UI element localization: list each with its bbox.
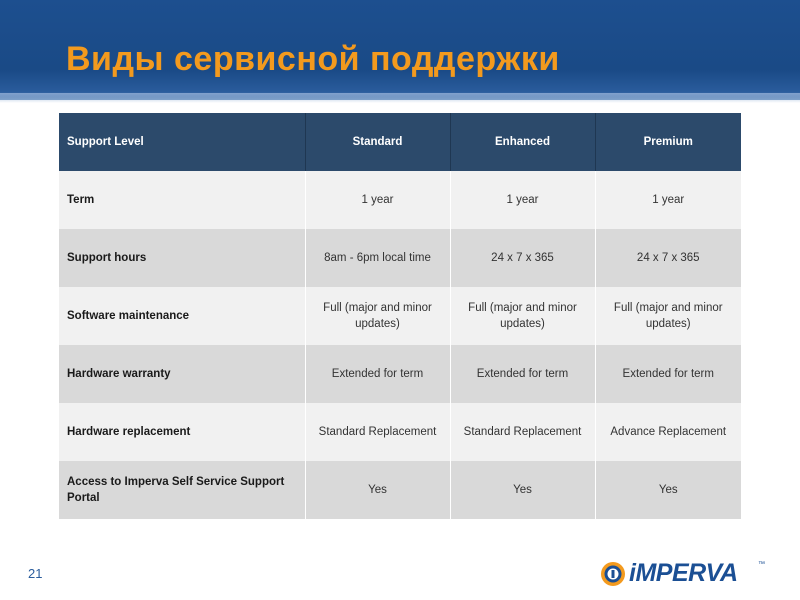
header-standard: Standard	[305, 113, 450, 171]
table-cell: Extended for term	[305, 345, 450, 403]
slide-title: Виды сервисной поддержки	[66, 40, 560, 78]
row-label: Hardware warranty	[59, 345, 305, 403]
table-header-row	[59, 113, 741, 171]
logo-trademark: ™	[758, 561, 765, 568]
table-cell: Full (major and minor updates)	[595, 287, 741, 345]
table-row	[59, 461, 741, 519]
support-levels-table	[59, 113, 741, 519]
table-row	[59, 403, 741, 461]
table-cell: 8am - 6pm local time	[305, 229, 450, 287]
table-cell: 1 year	[450, 171, 595, 229]
table-cell: Yes	[450, 461, 595, 519]
table-cell: 1 year	[595, 171, 741, 229]
row-label: Hardware replacement	[59, 403, 305, 461]
table-cell: Full (major and minor updates)	[450, 287, 595, 345]
table-row	[59, 229, 741, 287]
table-row	[59, 345, 741, 403]
row-label: Software maintenance	[59, 287, 305, 345]
table-row	[59, 287, 741, 345]
row-label: Term	[59, 171, 305, 229]
header-support-level: Support Level	[59, 113, 305, 171]
table-cell: Yes	[305, 461, 450, 519]
table-cell: Full (major and minor updates)	[305, 287, 450, 345]
table-row	[59, 171, 741, 229]
row-label: Access to Imperva Self Service Support Portal	[59, 461, 305, 519]
table-cell: Extended for term	[450, 345, 595, 403]
row-label: Support hours	[59, 229, 305, 287]
header-fade	[0, 93, 800, 103]
page-number: 21	[28, 566, 43, 581]
table-cell: Standard Replacement	[450, 403, 595, 461]
imperva-logo	[600, 561, 770, 587]
table-cell: 24 x 7 x 365	[595, 229, 741, 287]
logo-text: iMPERVA	[629, 559, 738, 587]
header-premium: Premium	[595, 113, 741, 171]
imperva-logo-icon	[600, 561, 626, 587]
table-cell: Advance Replacement	[595, 403, 741, 461]
table-cell: 24 x 7 x 365	[450, 229, 595, 287]
table-cell: Standard Replacement	[305, 403, 450, 461]
header-enhanced: Enhanced	[450, 113, 595, 171]
table-cell: 1 year	[305, 171, 450, 229]
table-cell: Extended for term	[595, 345, 741, 403]
table-cell: Yes	[595, 461, 741, 519]
